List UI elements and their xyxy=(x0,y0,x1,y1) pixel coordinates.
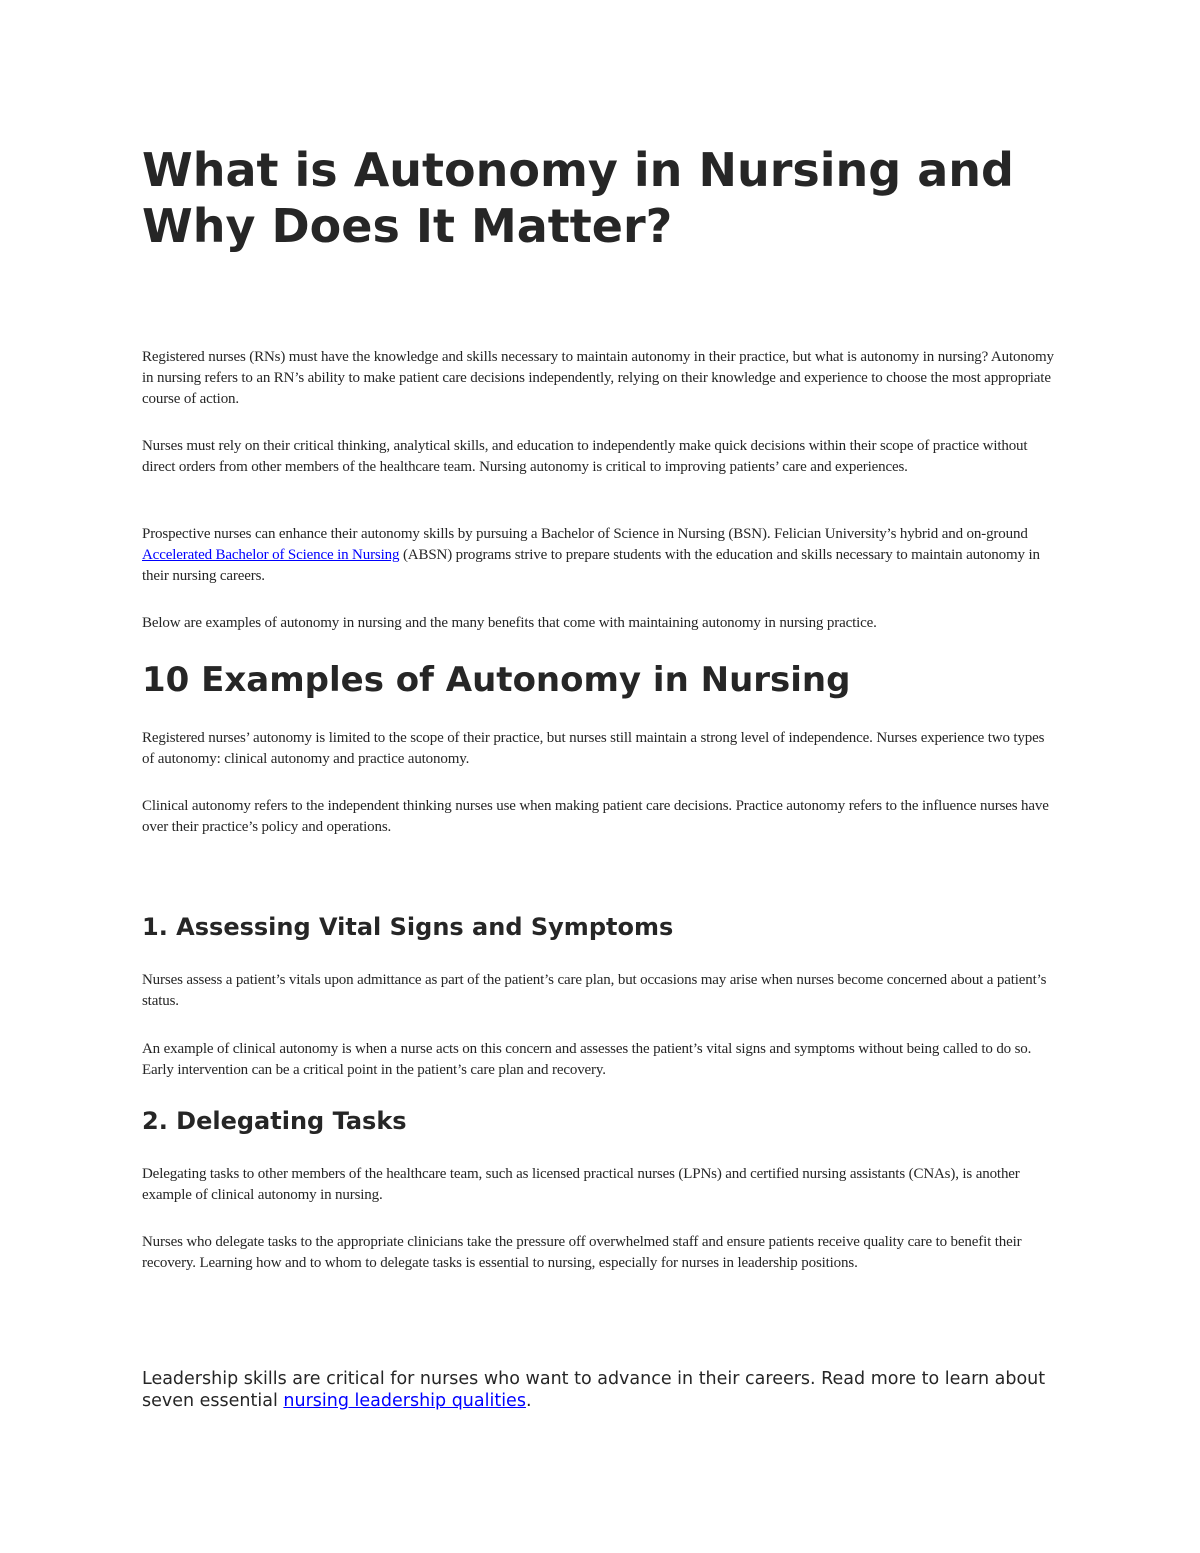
examples-heading: 10 Examples of Autonomy in Nursing xyxy=(142,660,851,700)
section-1-heading: 1. Assessing Vital Signs and Symptoms xyxy=(142,913,674,941)
page-title: What is Autonomy in Nursing and Why Does It Matter? xyxy=(142,143,1014,253)
intro-paragraph-4: Below are examples of autonomy in nursing and the many benefits that come with maintaining autonomy in nursing practice. xyxy=(142,615,877,631)
section-1-paragraph-2: An example of clinical autonomy is when a nurse acts on this concern and assesses the patient’s vital signs and symptoms without being called to do so. Early intervention can be a critical point in the patient’s care plan and recovery. xyxy=(142,1041,1032,1078)
examples-paragraph-1: Registered nurses’ autonomy is limited to the scope of their practice, but nurses still maintain a strong level of independence. Nurses experience two types of autonomy: clinical autonomy and practice autonomy. xyxy=(142,730,1045,767)
intro-paragraph-2: Nurses must rely on their critical thinking, analytical skills, and education to independently make quick decisions within their scope of practice without direct orders from other members of the healthcare team. Nursing autonomy is critical to improving patients’ care and experiences. xyxy=(142,438,1028,475)
leadership-callout-text-after: . xyxy=(525,1391,532,1411)
section-2-heading: 2. Delegating Tasks xyxy=(142,1107,407,1135)
intro-paragraph-3-text-after: (ABSN) programs strive to prepare students with the education and skills necessary to maintain autonomy in their nursing careers. xyxy=(142,547,1040,584)
examples-paragraph-2: Clinical autonomy refers to the independent thinking nurses use when making patient care decisions. Practice autonomy refers to the influence nurses have over their practice’s policy and operations. xyxy=(142,798,1049,835)
absn-program-link[interactable]: Accelerated Bachelor of Science in Nursing xyxy=(142,547,400,563)
nursing-leadership-qualities-link[interactable]: nursing leadership qualities xyxy=(283,1391,526,1411)
intro-paragraph-1: Registered nurses (RNs) must have the knowledge and skills necessary to maintain autonomy in their practice, but what is autonomy in nursing? Autonomy in nursing refers to an RN’s ability to make patient care decisions independently, relying on their knowledge and experience to choose the most appropriate course of action. xyxy=(142,349,1054,407)
intro-paragraph-3 xyxy=(142,524,1060,587)
section-2-paragraph-1: Delegating tasks to other members of the healthcare team, such as licensed practical nurses (LPNs) and certified nursing assistants (CNAs), is another example of clinical autonomy in nursing. xyxy=(142,1166,1020,1203)
section-2-paragraph-2: Nurses who delegate tasks to the appropriate clinicians take the pressure off overwhelmed staff and ensure patients receive quality care to benefit their recovery. Learning how and to whom to delegate tasks is essential to nursing, especially for nurses in leadership positions. xyxy=(142,1234,1022,1271)
intro-paragraph-3-text-before: Prospective nurses can enhance their autonomy skills by pursuing a Bachelor of Science in Nursing (BSN). Felician University’s hybrid and on-ground xyxy=(142,526,1028,542)
section-1-paragraph-1: Nurses assess a patient’s vitals upon admittance as part of the patient’s care plan, but occasions may arise when nurses become concerned about a patient’s status. xyxy=(142,972,1047,1009)
leadership-callout xyxy=(142,1368,1060,1412)
leadership-callout-text-before: Leadership skills are critical for nurses who want to advance in their careers. Read more to learn about seven essential xyxy=(142,1369,1046,1411)
